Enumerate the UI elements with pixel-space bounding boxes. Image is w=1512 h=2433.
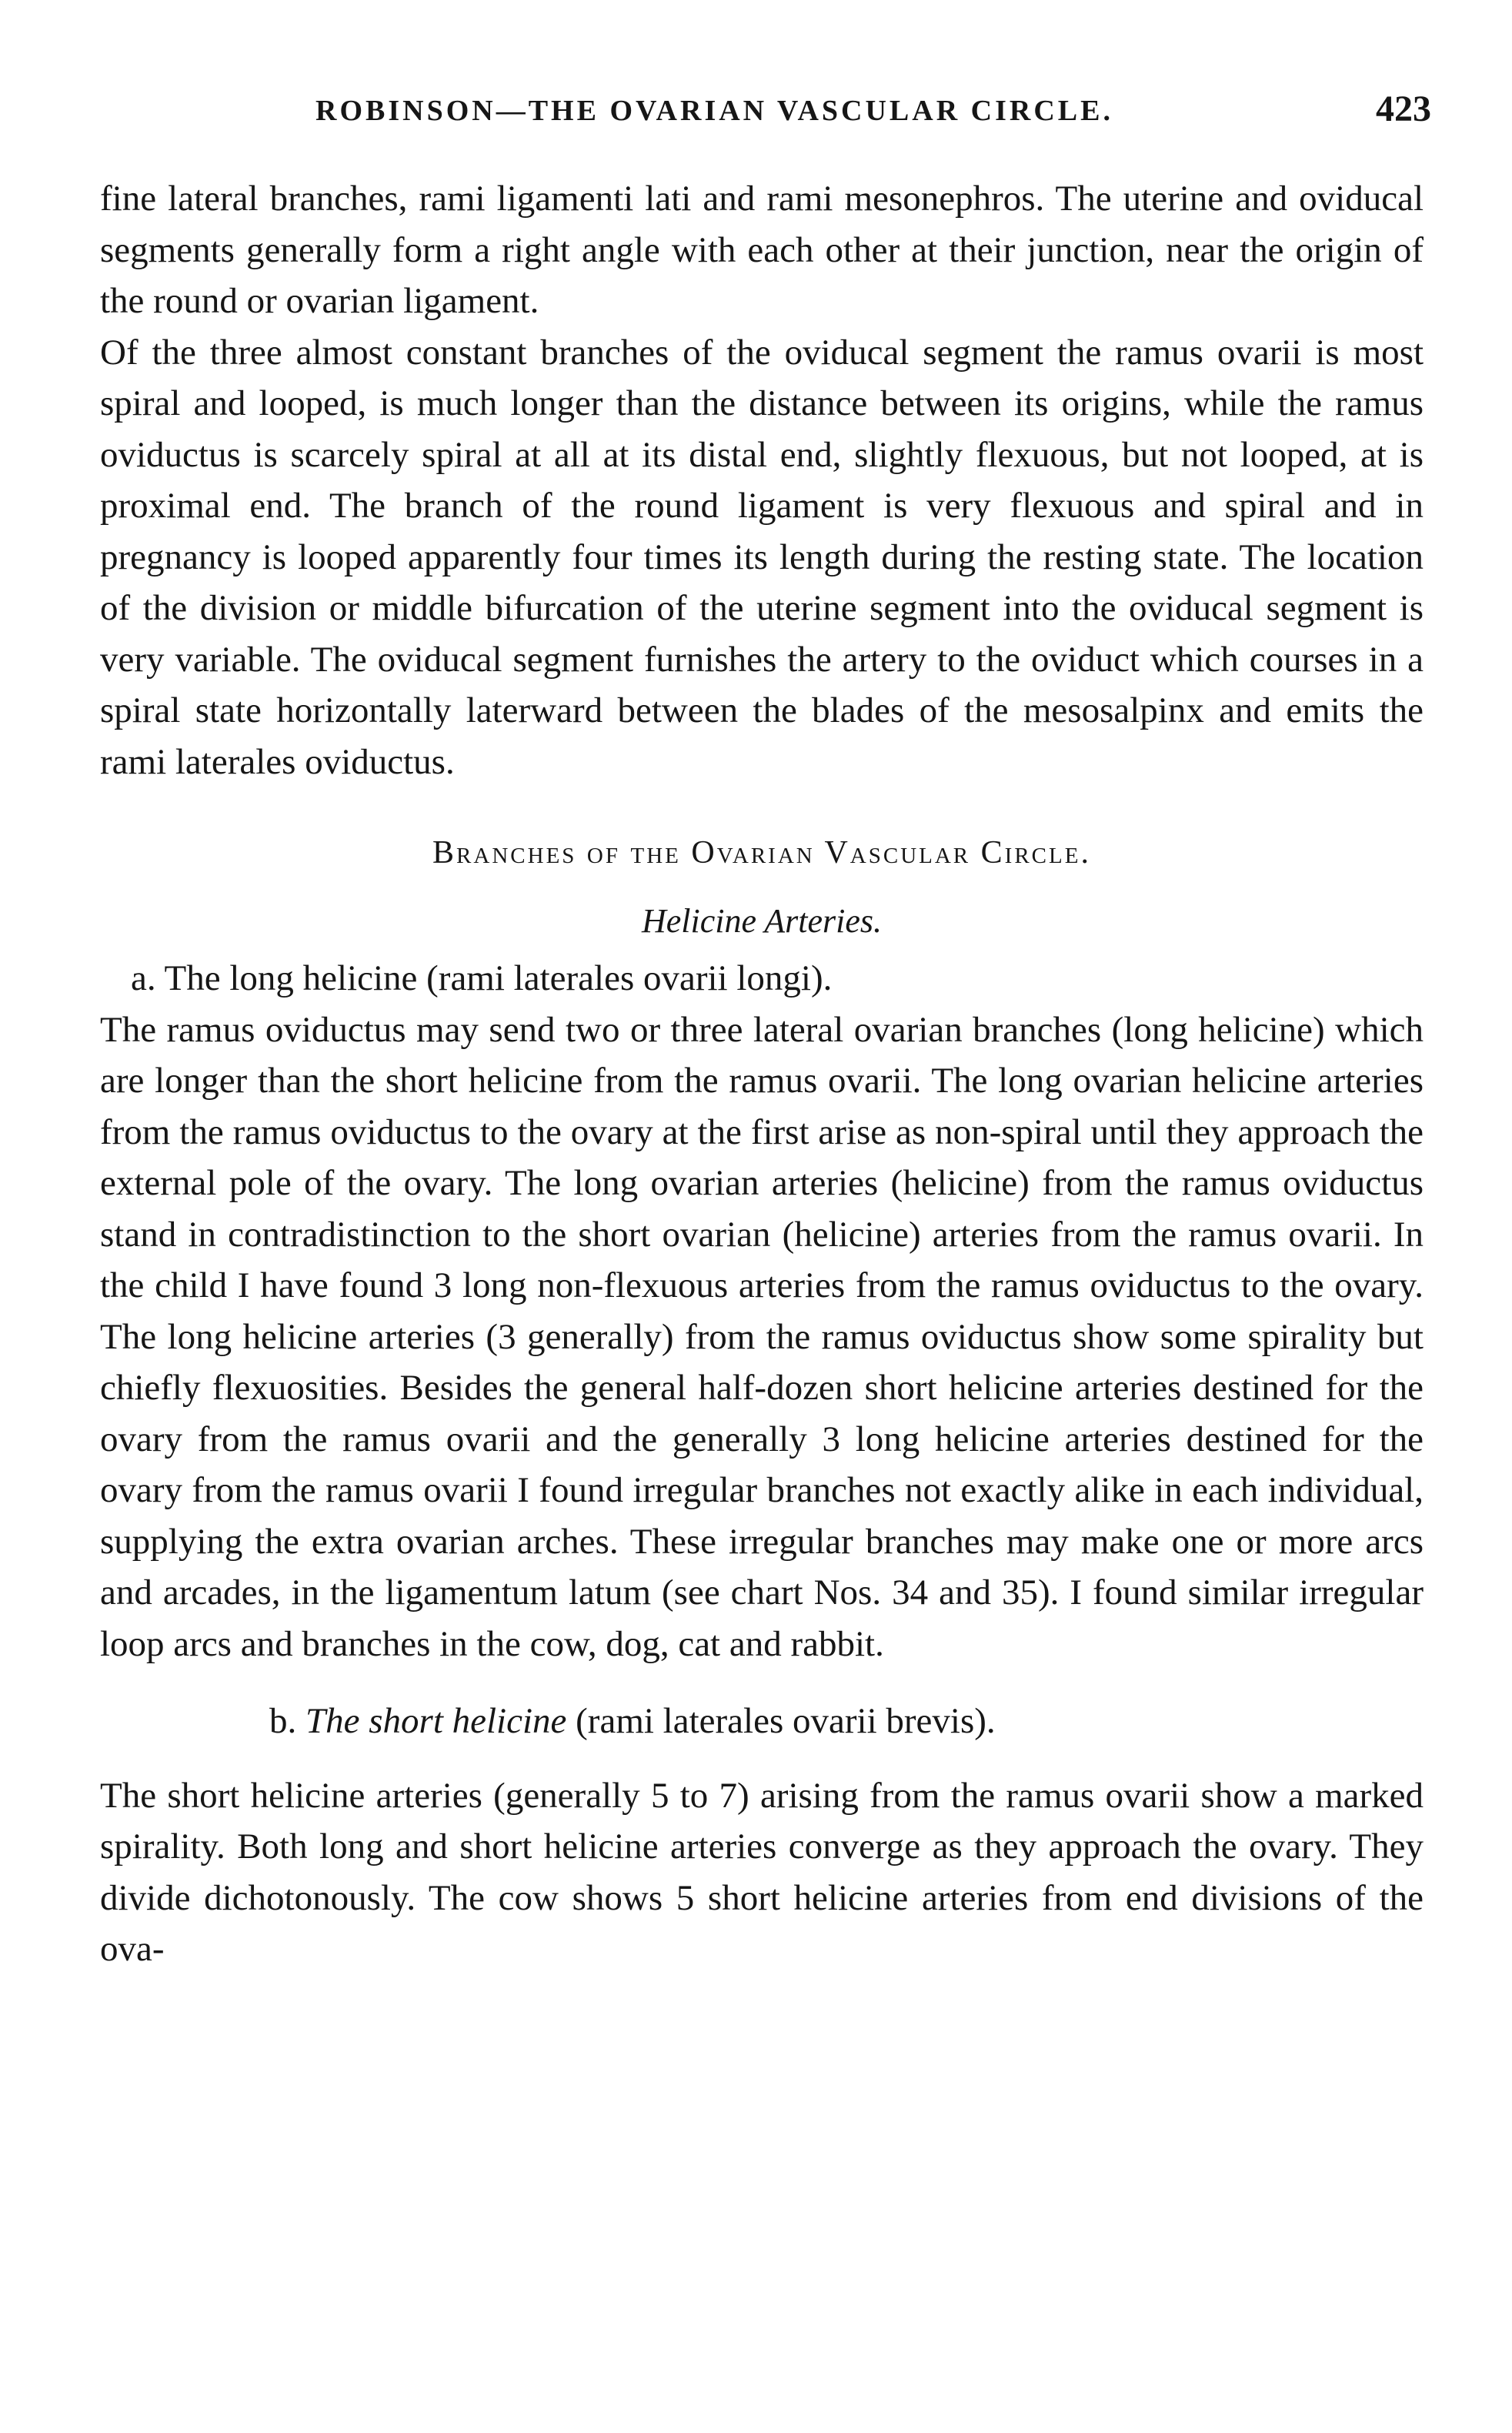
running-title: ROBINSON—THE OVARIAN VASCULAR CIRCLE. bbox=[315, 95, 1113, 127]
item-b-heading bbox=[269, 1696, 1424, 1747]
item-a-heading: a. The long helicine (rami laterales ovarii longi). bbox=[131, 958, 833, 998]
section-heading: Branches of the Ovarian Vascular Circle. bbox=[432, 835, 1091, 871]
paragraph-1: fine lateral branches, rami ligamenti lati and rami mesonephros. The uterine and oviducal segments generally form a right angle with each other at their junction, near the origin of the round or ovarian ligament. bbox=[100, 179, 1424, 321]
paragraph-4: The short helicine arteries (generally 5 to 7) arising from the ramus ovarii show a marked spirality. Both long and short helicine arteries converge as they approach the ovary. They divide dichotonously. The cow shows 5 short helicine arteries from end divisions of the ova- bbox=[100, 1775, 1424, 1969]
running-head bbox=[100, 77, 1431, 139]
subheading-helicine-arteries: Helicine Arteries. bbox=[642, 901, 882, 940]
paragraph-3: The ramus oviductus may send two or three lateral ovarian branches (long helicine) which are longer than the short helicine from the ramus ovarii. The long ovarian helicine arteries from the ramus oviductus to the ovary at the first arise as non-spiral until they approach the external pole of the ovary. The long ovarian arteries (helicine) from the ramus oviductus stand in contradistinction to the short ovarian (helicine) arteries from the ramus ovarii. In the child I have found 3 long non-flexuous arteries from the ramus oviductus to the ovary. The long helicine arteries (3 generally) from the ramus oviductus show some spirality but chiefly flexuosities. Besides the general half-dozen short helicine arteries destined for the ovary from the ramus ovarii and the generally 3 long helicine arteries destined for the ovary from the ramus ovarii I found irregular branches not exactly alike in each individual, supplying the extra ovarian arches. These irregular branches may make one or more arcs and arcades, in the ligamentum latum (see chart Nos. 34 and 35). I found similar irregular loop arcs and branches in the cow, dog, cat and rabbit. bbox=[100, 1009, 1424, 1664]
body-text bbox=[100, 173, 1424, 1975]
page-number: 423 bbox=[1376, 89, 1431, 129]
item-b-italic: The short helicine bbox=[305, 1701, 567, 1741]
book-page bbox=[100, 77, 1431, 2401]
item-b-prefix: b. bbox=[269, 1701, 297, 1741]
paragraph-2: Of the three almost constant branches of the oviducal segment the ramus ovarii is most spiral and looped, is much longer than the distance between its origins, while the ramus oviductus is scarcely spiral at all at its distal end, slightly flexuous, but not looped, at is proximal end. The branch of the round ligament is very flexuous and spiral and in pregnancy is looped apparently four times its length during the resting state. The location of the division or middle bifurcation of the uterine segment into the oviducal segment is very variable. The oviducal segment furnishes the artery to the oviduct which courses in a spiral state horizontally laterward between the blades of the mesosalpinx and emits the rami laterales oviductus. bbox=[100, 332, 1424, 782]
item-b-rest: (rami laterales ovarii brevis). bbox=[576, 1701, 996, 1741]
